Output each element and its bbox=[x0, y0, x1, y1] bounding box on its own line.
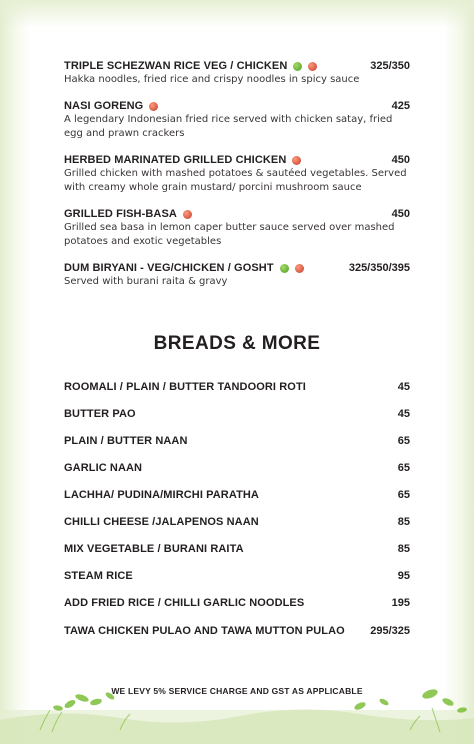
item-price: 450 bbox=[391, 208, 410, 220]
menu-item bbox=[64, 597, 410, 609]
item-price: 450 bbox=[391, 154, 410, 166]
non-veg-dot-icon bbox=[308, 62, 317, 71]
item-price: 65 bbox=[397, 462, 410, 474]
item-name: GARLIC NAAN bbox=[64, 462, 143, 474]
item-price: 85 bbox=[397, 516, 410, 528]
non-veg-dot-icon bbox=[295, 264, 304, 273]
item-description: Grilled chicken with mashed potatoes & sautéed vegetables. Served with creamy whole grain mustard/ porcini mushroom sauce bbox=[64, 168, 407, 193]
non-veg-dot-icon bbox=[149, 102, 158, 111]
non-veg-dot-icon bbox=[183, 210, 192, 219]
menu-item bbox=[64, 100, 410, 141]
veg-dot-icon bbox=[280, 264, 289, 273]
item-name: BUTTER PAO bbox=[64, 408, 136, 420]
item-price: 295/325 bbox=[370, 625, 410, 637]
top-watercolor-wash bbox=[0, 0, 474, 28]
item-name: MIX VEGETABLE / BURANI RAITA bbox=[64, 543, 244, 555]
section-title: BREADS & MORE bbox=[153, 333, 321, 354]
item-name: TRIPLE SCHEZWAN RICE VEG / CHICKEN bbox=[64, 60, 288, 72]
menu-item bbox=[64, 543, 410, 555]
item-price: 195 bbox=[391, 597, 410, 609]
item-price: 85 bbox=[397, 543, 410, 555]
menu-item bbox=[64, 381, 410, 393]
item-price: 325/350/395 bbox=[348, 262, 410, 274]
item-price: 45 bbox=[397, 381, 410, 393]
item-name: ADD FRIED RICE / CHILLI GARLIC NOODLES bbox=[64, 597, 305, 609]
menu-item bbox=[64, 208, 410, 249]
item-description: Grilled sea basa in lemon caper butter sauce served over mashed potatoes and exotic vegetables bbox=[64, 222, 395, 247]
item-price: 65 bbox=[397, 435, 410, 447]
menu-item bbox=[64, 489, 410, 501]
item-price: 325/350 bbox=[370, 60, 410, 72]
menu-item bbox=[64, 462, 410, 474]
item-price: 95 bbox=[397, 570, 410, 582]
item-price: 425 bbox=[391, 100, 410, 112]
menu-item bbox=[64, 60, 410, 87]
item-price: 45 bbox=[397, 408, 410, 420]
item-name: STEAM RICE bbox=[64, 570, 133, 582]
non-veg-dot-icon bbox=[292, 156, 301, 165]
item-name: ROOMALI / PLAIN / BUTTER TANDOORI ROTI bbox=[64, 381, 306, 393]
menu-item bbox=[64, 262, 410, 289]
item-description: Served with burani raita & gravy bbox=[64, 276, 228, 287]
item-price: 65 bbox=[397, 489, 410, 501]
service-charge-note: WE LEVY 5% SERVICE CHARGE AND GST AS APPLICABLE bbox=[111, 686, 363, 696]
item-description: A legendary Indonesian fried rice served with chicken satay, fried egg and prawn crackers bbox=[64, 114, 393, 139]
menu-item bbox=[64, 516, 410, 528]
item-name: PLAIN / BUTTER NAAN bbox=[64, 435, 188, 447]
item-name: GRILLED FISH-BASA bbox=[64, 208, 177, 220]
item-name: DUM BIRYANI - VEG/CHICKEN / GOSHT bbox=[64, 262, 274, 274]
veg-dot-icon bbox=[293, 62, 302, 71]
menu-item bbox=[64, 570, 410, 582]
menu-item bbox=[64, 408, 410, 420]
item-name: NASI GORENG bbox=[64, 100, 144, 112]
item-name: HERBED MARINATED GRILLED CHICKEN bbox=[64, 154, 287, 166]
menu-item bbox=[64, 154, 410, 195]
item-description: Hakka noodles, fried rice and crispy noodles in spicy sauce bbox=[64, 74, 360, 85]
item-name: TAWA CHICKEN PULAO AND TAWA MUTTON PULAO bbox=[64, 625, 345, 637]
menu-item bbox=[64, 625, 410, 637]
item-name: CHILLI CHEESE /JALAPENOS NAAN bbox=[64, 516, 259, 528]
item-name: LACHHA/ PUDINA/MIRCHI PARATHA bbox=[64, 489, 259, 501]
menu-item bbox=[64, 435, 410, 447]
